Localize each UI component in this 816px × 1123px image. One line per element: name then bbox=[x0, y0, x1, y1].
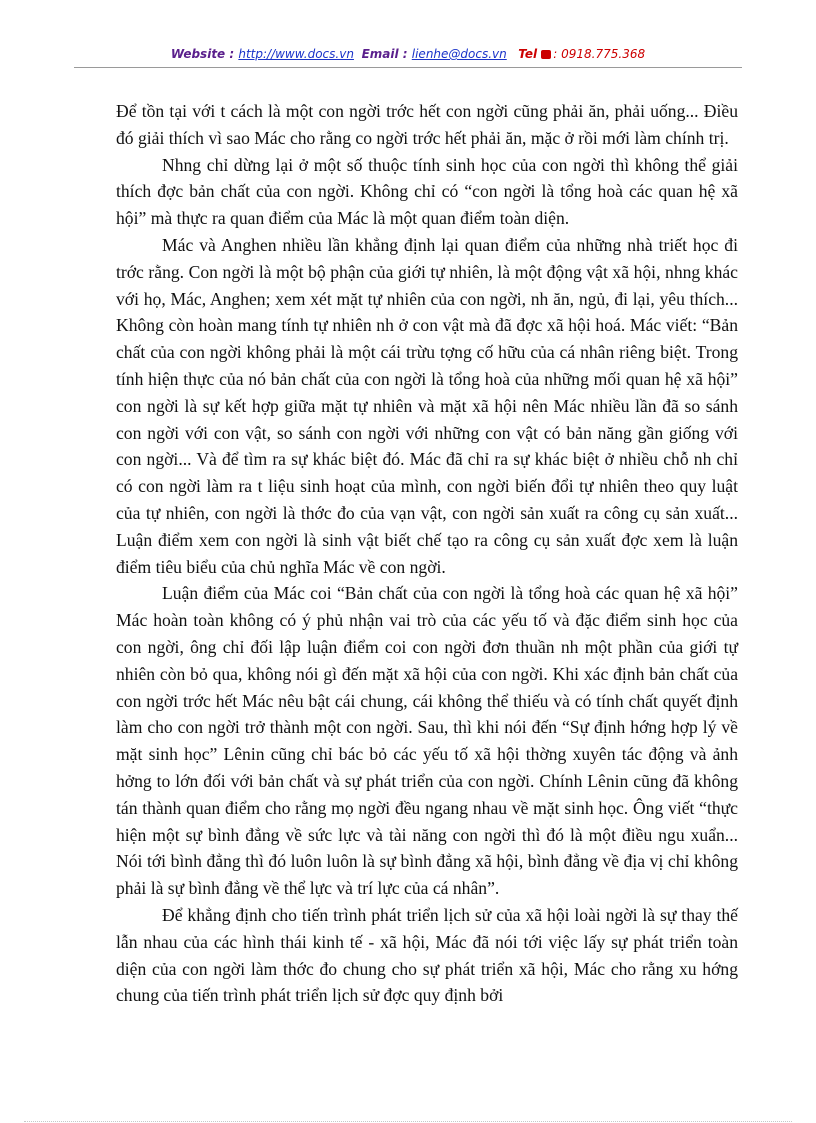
tel-label: Tel bbox=[518, 47, 542, 61]
email-label: Email : bbox=[361, 47, 412, 61]
page-header bbox=[0, 47, 816, 61]
paragraph-1: Để tồn tại với t cách là một con ngời trớc hết con ngời cũng phải ăn, phải uống... Điều đó giải thích vì sao Mác cho rằng co ngời trớc hết phải ăn, mặc ở rồi mới làm chính trị. bbox=[116, 101, 738, 148]
header-divider bbox=[74, 67, 742, 68]
website-link[interactable]: http://www.docs.vn bbox=[238, 47, 354, 61]
phone-icon bbox=[541, 50, 551, 59]
email-link[interactable]: lienhe@docs.vn bbox=[411, 47, 507, 61]
paragraph-5: Để khẳng định cho tiến trình phát triển lịch sử của xã hội loài ngời là sự thay thế lẫn nhau của các hình thái kinh tế - xã hội, Mác đã nói tới việc lấy sự phát triển toàn diện của con ngời làm thớc đo chung cho sự phát triển xã hội, Mác cho rằng xu hớng chung của tiến trình phát triển lịch sử đợc quy định bởi bbox=[116, 904, 738, 1006]
paragraph-2: Nhng chỉ dừng lại ở một số thuộc tính sinh học của con ngời thì không thể giải thích đợc bản chất của con ngời. Không chỉ có “con ngời là tổng hoà các quan hệ xã hội” mà thực ra quan điểm của Mác là một quan điểm toàn diện. bbox=[116, 154, 738, 229]
paragraph-3: Mác và Anghen nhiều lần khẳng định lại quan điểm của những nhà triết học đi trớc rằng. Con ngời là một bộ phận của giới tự nhiên, là một động vật xã hội, nhng khác với họ, Mác, Anghen; xem xét mặt tự nhiên của con ngời, nh ăn, ngủ, đi lại, yêu thích... Không còn hoàn mang tính tự nhiên nh ở con vật mà đã đợc xã hội hoá. Mác viết: “Bản chất của con ngời không phải là một cái trừu tợng cố hữu của cá nhân riêng biệt. Trong tính hiện thực của nó bản chất của con ngời là tổng hoà của những mối quan hệ xã hội” con ngời là sự kết hợp giữa mặt tự nhiên và mặt xã hội nên Mác nhiều lần đã so sánh con ngời với con vật, so sánh con ngời với những con vật có bản năng gần giống với con ngời... Và để tìm ra sự khác biệt đó. Mác đã chỉ ra sự khác biệt ở nhiều chỗ nh chỉ có con ngời làm ra t liệu sinh hoạt của mình, con ngời biến đổi tự nhiên theo quy luật của tự nhiên, con ngời là thớc đo của vạn vật, con ngời sản xuất ra công cụ sản xuất... Luận điểm xem con ngời là sinh vật biết chế tạo ra công cụ sản xuất đợc xem là luận điểm tiêu biểu của chủ nghĩa Mác về con ngời. bbox=[116, 234, 738, 577]
footer-divider bbox=[24, 1121, 792, 1122]
paragraph-4: Luận điểm của Mác coi “Bản chất của con ngời là tổng hoà các quan hệ xã hội” Mác hoàn toàn không có ý phủ nhận vai trò của các yếu tố và đặc điểm sinh học của con ngời, ông chỉ đối lập luận điểm coi con ngời đơn thuần nh một phần của giới tự nhiên còn bỏ qua, không nói gì đến mặt xã hội của con ngời. Khi xác định bản chất của con ngời trớc hết Mác nêu bật cái chung, cái không thể thiếu và có tính chất quyết định làm cho con ngời trở thành một con ngời. Sau, thì khi nói đến “Sự định hớng hợp lý về mặt sinh học” Lênin cũng chỉ bác bỏ các yếu tố xã hội thờng xuyên tác động và ảnh hởng to lớn đối với bản chất và sự phát triển của con ngời. Chính Lênin cũng đã không tán thành quan điểm cho rằng mọ ngời đều ngang nhau về mặt sinh học. Ông viết “thực hiện một sự bình đẳng về sức lực và tài năng con ngời thì đó là một điều ngu xuẩn... Nói tới bình đẳng thì đó luôn luôn là sự bình đẳng xã hội, bình đẳng về địa vị chỉ không phải là sự bình đẳng về thể lực và trí lực của cá nhân”. bbox=[116, 583, 738, 899]
tel-number: : 0918.775.368 bbox=[553, 47, 646, 61]
document-body bbox=[116, 98, 738, 1009]
website-label: Website : bbox=[170, 47, 239, 61]
